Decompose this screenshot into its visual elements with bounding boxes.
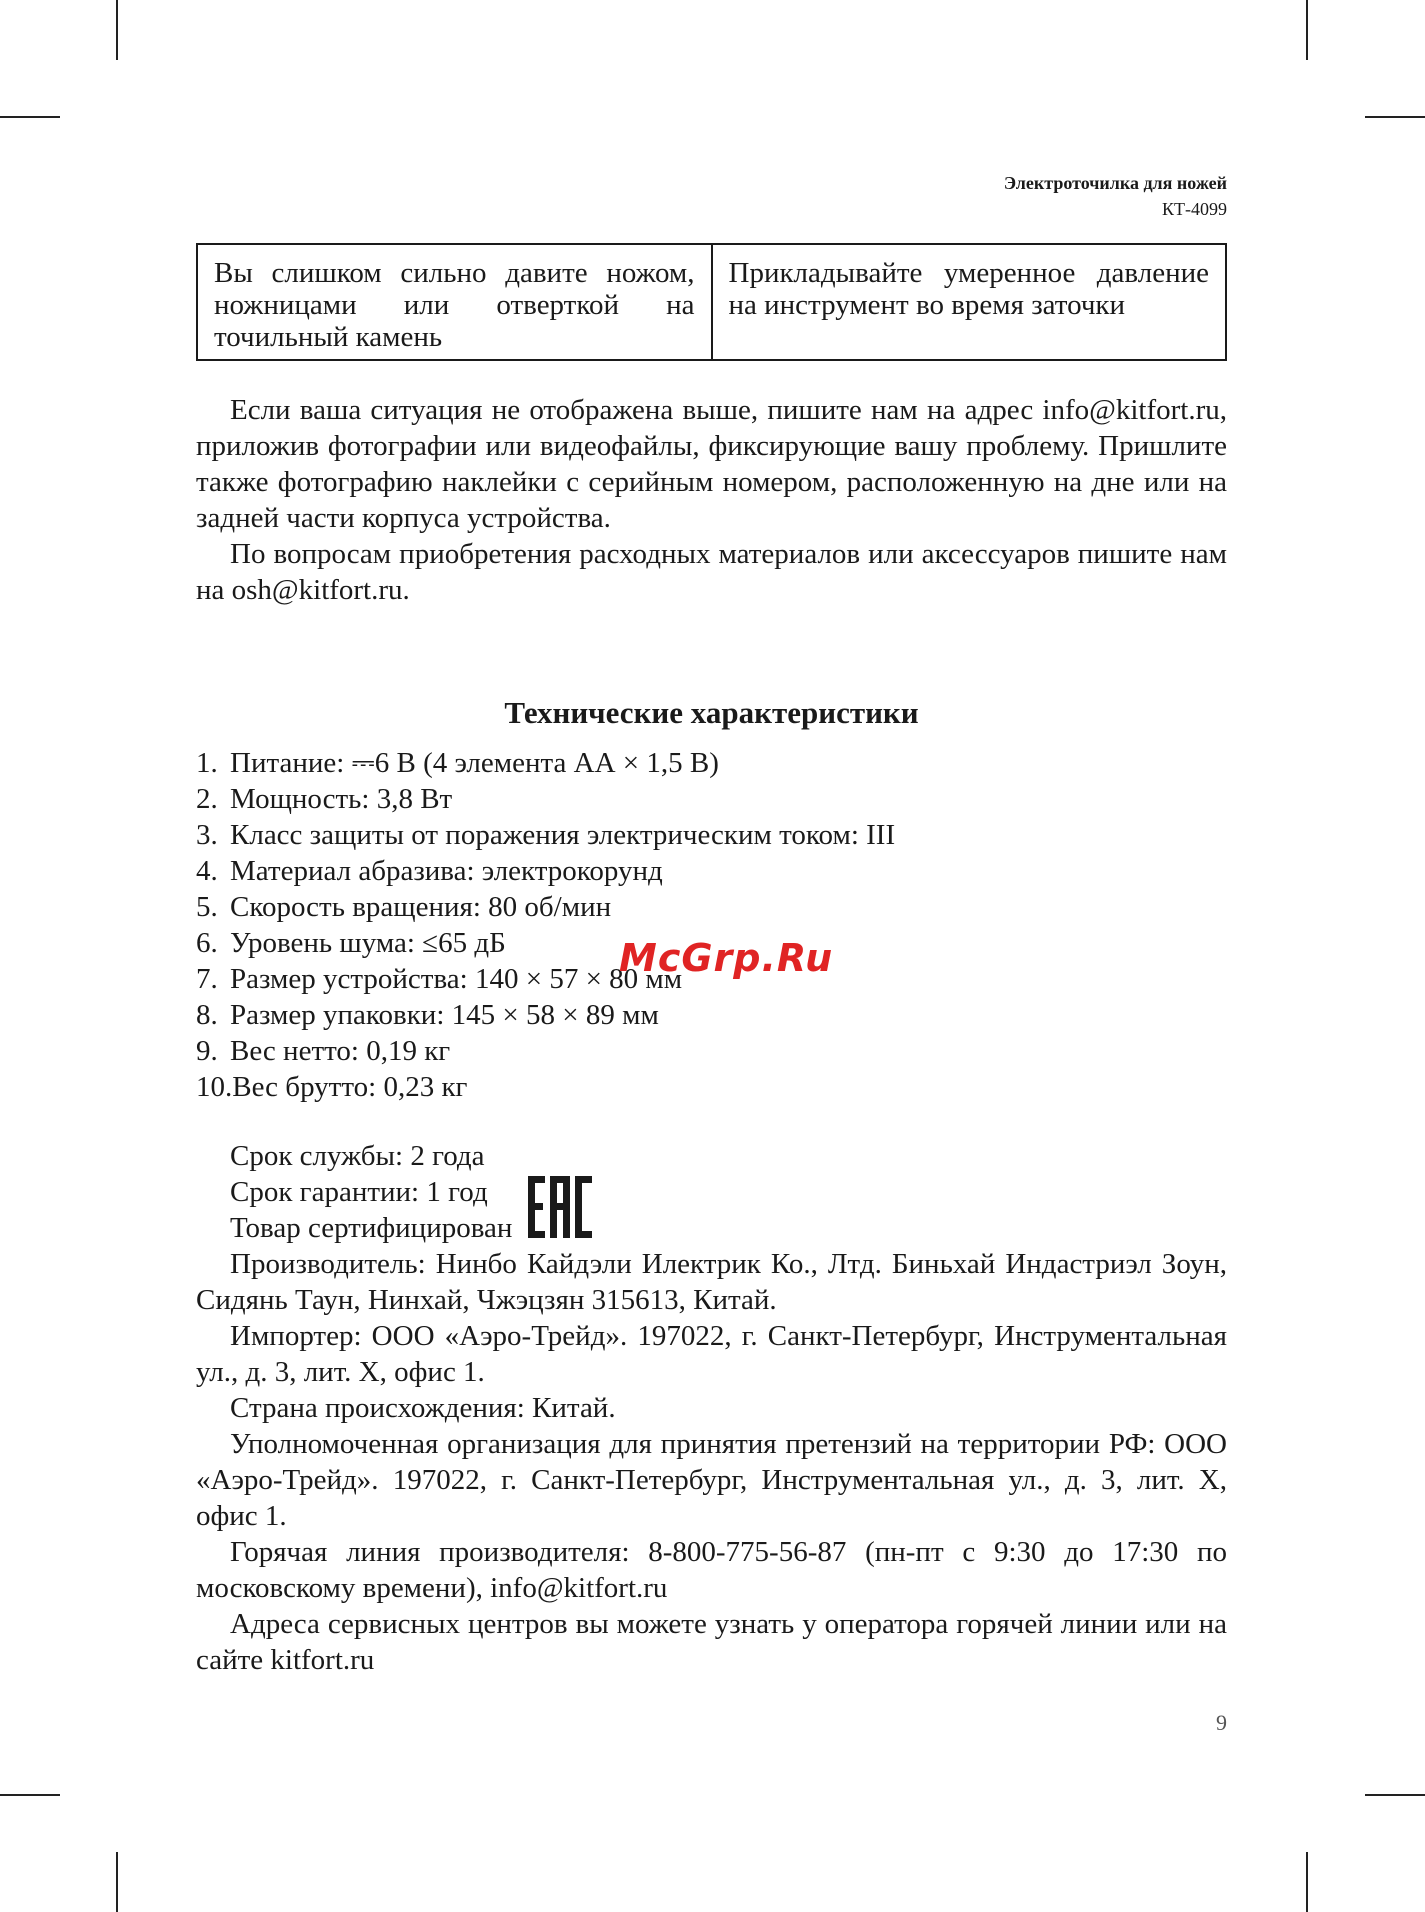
eac-logo-icon [528,1176,592,1238]
info-section [196,1138,1227,1678]
warranty: Срок гарантии: 1 год [230,1176,488,1208]
list-item: 3. Класс защиты от поражения электрическим током: III [196,819,896,851]
table-row [197,244,1226,360]
list-item: 5. Скорость вращения: 80 об/мин [196,891,612,923]
troubleshooting-table [196,243,1227,361]
crop-mark [1306,1852,1308,1912]
solution-cell: Прикладывайте умеренное давление на инструмент во время заточки [712,244,1227,360]
list-item: 2. Мощность: 3,8 Вт [196,783,453,815]
list-item: 8. Размер упаковки: 145 × 58 × 89 мм [196,999,659,1031]
specs-list [196,745,1227,1105]
crop-mark [116,1852,118,1912]
list-item: 10.Вес брутто: 0,23 кг [196,1071,468,1103]
list-item: 4. Материал абразива: электрокорунд [196,855,663,887]
certified [196,1210,1227,1246]
list-item: 1. Питание: ⎓6 В (4 элемента АА × 1,5 В) [196,747,719,779]
problem-cell: Вы слишком сильно давите ножом, ножницами или отверткой на точильный камень [197,244,712,360]
specs-heading: Технические характеристики [504,695,919,730]
watermark: McGrp.Ru [619,936,834,980]
accessories-paragraph: По вопросам приобретения расходных материалов или аксессуаров пишите нам на osh@kitfort.ru. [196,538,1227,606]
crop-mark [1365,1794,1425,1796]
service-centers: Адреса сервисных центров вы можете узнать у оператора горячей линии или на сайте kitfort.ru [196,1608,1227,1676]
running-header [1004,170,1227,222]
page-number: 9 [1216,1710,1227,1735]
importer: Импортер: ООО «Аэро-Трейд». 197022, г. Санкт-Петербург, Инструментальная ул., д. 3, лит. Х, офис 1. [196,1320,1227,1388]
authorized-organization: Уполномоченная организация для принятия претензий на территории РФ: ООО «Аэро-Трейд». 197022, г. Санкт-Петербург, Инструментальная ул., д. 3, лит. Х, офис 1. [196,1428,1227,1532]
crop-mark [1365,116,1425,118]
crop-mark [0,1794,60,1796]
manufacturer: Производитель: Нинбо Кайдэли Илектрик Ко., Лтд. Биньхай Индастриэл Зоун, Сидянь Таун, Нинхай, Чжэцзян 315613, Китай. [196,1248,1227,1316]
contact-section [196,392,1227,608]
hotline: Горячая линия производителя: 8-800-775-56-87 (пн-пт с 9:30 до 17:30 по московскому времени), info@kitfort.ru [196,1536,1227,1604]
list-item: 7. Размер устройства: 140 × 57 × 80 мм [196,963,683,995]
crop-mark [0,116,60,118]
crop-mark [1306,0,1308,60]
country-of-origin: Страна происхождения: Китай. [230,1392,616,1424]
contact-paragraph: Если ваша ситуация не отображена выше, пишите нам на адрес info@kitfort.ru, приложив фотографии или видеофайлы, фиксирующие вашу проблему. Пришлите также фотографию наклейки с серийным номером, расположенную на дне или на задней части корпуса устройства. [196,394,1227,534]
service-life: Срок службы: 2 года [230,1140,485,1172]
list-item: 9. Вес нетто: 0,19 кг [196,1035,451,1067]
crop-mark [116,0,118,60]
model-number: КТ-4099 [1162,199,1227,219]
list-item: 6. Уровень шума: ≤65 дБ [196,927,506,959]
certified-label: Товар сертифицирован [230,1212,513,1244]
product-title: Электроточилка для ножей [1003,173,1227,193]
